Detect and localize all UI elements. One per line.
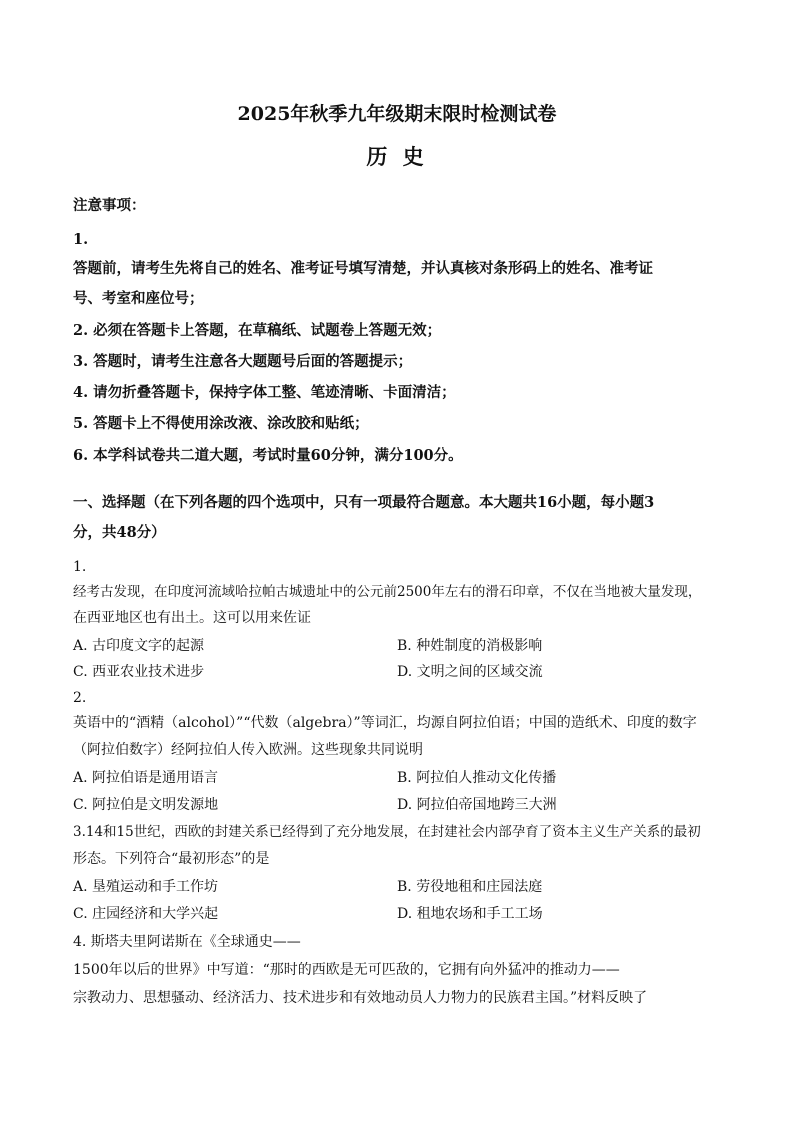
question-3-option-b: B. 劳役地租和庄园法庭 [397,879,543,895]
notice-item-4: 4. 请勿折叠答题卡，保持字体工整、笔迹清晰、卡面清洁； [73,384,456,401]
section-1-heading-line-1: 一、选择题（在下列各题的四个选项中，只有一项最符合题意。本大题共16小题，每小题3 [73,494,655,511]
question-3-option-c: C. 庄园经济和大学兴起 [73,906,219,922]
question-3-stem-line-1: 3.14和15世纪，西欧的封建关系已经得到了充分地发展，在封建社会内部孕育了资本主义生产关系的最初 [73,824,701,840]
question-1-option-b: B. 种姓制度的消极影响 [397,638,543,654]
exam-title: 2025年秋季九年级期末限时检测试卷 [237,103,557,125]
question-1-stem-line-1: 经考古发现，在印度河流域哈拉帕古城遗址中的公元前2500年左右的滑石印章，不仅在当地被大量发现， [73,584,702,600]
question-2-number: 2. [73,690,87,706]
question-2-option-c: C. 阿拉伯是文明发源地 [73,797,219,813]
notice-item-6: 6. 本学科试卷共二道大题，考试时量60分钟，满分100分。 [73,447,463,464]
question-4-stem-line-1: 4. 斯塔夫里阿诺斯在《全球通史—— [73,934,301,950]
subject-title: 历 史 [366,144,428,169]
notice-item-1-line-1: 答题前，请考生先将自己的姓名、准考证号填写清楚，并认真核对条形码上的姓名、准考证 [73,260,653,277]
question-1-number: 1. [73,559,87,575]
question-2-option-a: A. 阿拉伯语是通用语言 [73,770,219,786]
question-4-stem-line-3: 宗教动力、思想骚动、经济活力、技术进步和有效地动员人力物力的民族君主国。”材料反映了 [73,990,648,1006]
notice-item-1-line-2: 号、考室和座位号； [73,290,204,307]
question-3-option-a: A. 垦殖运动和手工作坊 [73,879,219,895]
question-2-stem-line-2: （阿拉伯数字）经阿拉伯人传入欧洲。这些现象共同说明 [73,742,423,758]
notice-item-5: 5. 答题卡上不得使用涂改液、涂改胶和贴纸； [73,415,369,432]
notice-item-1-number: 1. [73,231,89,248]
notice-heading: 注意事项： [73,197,146,214]
question-1-option-d: D. 文明之间的区域交流 [397,664,543,680]
question-2-option-d: D. 阿拉伯帝国地跨三大洲 [397,797,557,813]
question-4-stem-line-2: 1500年以后的世界》中写道：“那时的西欧是无可匹敌的，它拥有向外猛冲的推动力—— [73,962,620,978]
question-1-option-c: C. 西亚农业技术进步 [73,664,205,680]
question-3-stem-line-2: 形态。下列符合“最初形态”的是 [73,851,270,867]
question-1-option-a: A. 古印度文字的起源 [73,638,205,654]
question-3-option-d: D. 租地农场和手工工场 [397,906,543,922]
question-2-stem-line-1: 英语中的“酒精（alcohol）”“代数（algebra）”等词汇，均源自阿拉伯语；中国的造纸术、印度的数字 [73,715,697,731]
question-2-option-b: B. 阿拉伯人推动文化传播 [397,770,557,786]
notice-item-3: 3. 答题时，请考生注意各大题题号后面的答题提示； [73,353,413,370]
notice-item-2: 2. 必须在答题卡上答题，在草稿纸、试题卷上答题无效； [73,322,442,339]
section-1-heading-line-2: 分，共48分） [73,524,166,541]
question-1-stem-line-2: 在西亚地区也有出土。这可以用来佐证 [73,610,311,626]
